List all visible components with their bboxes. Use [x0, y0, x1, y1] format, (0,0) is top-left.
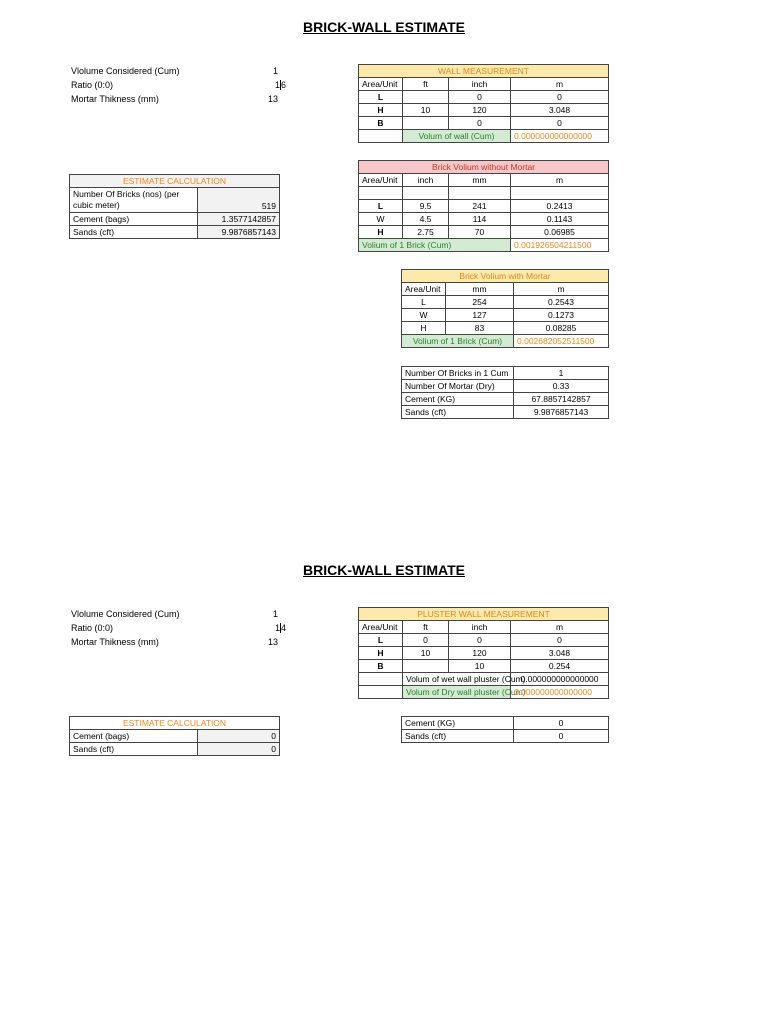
cell: 0 — [198, 730, 280, 743]
params-2 — [71, 608, 286, 650]
cell: H — [359, 226, 403, 239]
summary-table-2 — [401, 716, 609, 743]
col-header: m — [511, 621, 609, 634]
table-row — [402, 322, 609, 335]
cell: 0.1143 — [511, 213, 609, 226]
cell: B — [359, 660, 403, 673]
pluster-measurement-header: PLUSTER WALL MEASUREMENT — [359, 608, 609, 621]
table-row — [70, 188, 280, 213]
table-row — [402, 730, 609, 743]
cell: 67.8857142857 — [514, 393, 609, 406]
cell: L — [359, 634, 403, 647]
estimate-table-1 — [69, 174, 280, 239]
col-header: m — [511, 78, 609, 91]
cell: Cement (bags) — [70, 730, 198, 743]
table-row — [359, 213, 609, 226]
cell[interactable]: 120 — [449, 647, 511, 660]
table-row — [359, 660, 609, 673]
col-header: m — [514, 283, 609, 296]
table-row — [70, 226, 280, 239]
brick-no-mortar-header: Brick Volium without Mortar — [359, 161, 609, 174]
cell: 0.1273 — [514, 309, 609, 322]
cell: 0.06985 — [511, 226, 609, 239]
brick-mortar-volume-value: 0.002682052511500 — [514, 335, 609, 348]
col-header: Area/Unit — [402, 283, 446, 296]
wall-measurement-table — [358, 64, 609, 143]
col-header: inch — [449, 621, 511, 634]
ratio-a: 1 — [274, 623, 280, 633]
brick-mortar-header: Brick Volium with Mortar — [402, 270, 609, 283]
cell[interactable] — [403, 660, 449, 673]
table-row — [359, 634, 609, 647]
col-header: mm — [449, 174, 511, 187]
param-label-ratio: Ratio (0:0) — [71, 80, 114, 90]
param-value-volume[interactable]: 1 — [272, 66, 278, 76]
cell: 0.254 — [511, 660, 609, 673]
cell: Sands (cft) — [402, 406, 514, 419]
table-row — [70, 730, 280, 743]
cell: H — [402, 322, 446, 335]
cell[interactable]: 120 — [449, 104, 511, 117]
param-value-volume[interactable]: 1 — [272, 609, 278, 619]
cell[interactable]: 0 — [403, 634, 449, 647]
brick-volume-value: 0.001926504211500 — [511, 239, 609, 252]
table-row — [359, 647, 609, 660]
param-label-mortar: Mortar Thikness (mm) — [71, 94, 159, 104]
table-row — [359, 226, 609, 239]
estimate-header-2: ESTIMATE CALCULATION — [70, 717, 280, 730]
col-header: Area/Unit — [359, 78, 403, 91]
table-row — [359, 91, 609, 104]
ratio-b: 6 — [280, 80, 286, 90]
cell: Number Of Bricks in 1 Cum — [402, 367, 514, 380]
params-1 — [71, 65, 286, 107]
ratio-b: 4 — [280, 623, 286, 633]
col-header: m — [511, 174, 609, 187]
table-row — [402, 406, 609, 419]
table-row — [402, 309, 609, 322]
param-value-ratio[interactable] — [275, 79, 286, 92]
brick-mortar-volume-label: Volium of 1 Brick (Cum) — [402, 335, 514, 348]
estimate-header-1: ESTIMATE CALCULATION — [70, 175, 280, 188]
cell: Cement (KG) — [402, 393, 514, 406]
brick-volume-label: Volium of 1 Brick (Cum) — [359, 239, 511, 252]
wall-volume-value: 0.000000000000000 — [511, 130, 609, 143]
col-header: ft — [403, 621, 449, 634]
cell: 70 — [449, 226, 511, 239]
table-row — [402, 393, 609, 406]
table-row — [402, 380, 609, 393]
cell: Sands (cft) — [402, 730, 514, 743]
cell[interactable]: 9.5 — [403, 200, 449, 213]
cell: 0 — [198, 743, 280, 756]
cell: 0 — [511, 117, 609, 130]
wet-pluster-value: 0.000000000000000 — [511, 673, 609, 686]
cell: L — [359, 91, 403, 104]
cell[interactable]: 10 — [449, 660, 511, 673]
cell: 0 — [514, 730, 609, 743]
cell: W — [402, 309, 446, 322]
param-label-volume: Vlolume Considered (Cum) — [71, 609, 180, 619]
cell[interactable]: 0 — [449, 91, 511, 104]
cell: H — [359, 104, 403, 117]
col-header: inch — [403, 174, 449, 187]
param-label-ratio: Ratio (0:0) — [71, 623, 114, 633]
cell[interactable] — [403, 91, 449, 104]
dry-pluster-label: Volum of Dry wall pluster (Cum) — [403, 686, 511, 699]
cell: Number Of Mortar (Dry) — [402, 380, 514, 393]
dry-pluster-value: 0.000000000000000 — [511, 686, 609, 699]
cell: 241 — [449, 200, 511, 213]
cell: 0 — [514, 717, 609, 730]
wall-volume-label: Volum of wall (Cum) — [403, 130, 511, 143]
col-header: Area/Unit — [359, 174, 403, 187]
param-value-ratio[interactable] — [275, 622, 286, 635]
col-header: mm — [446, 283, 514, 296]
col-header: Area/Unit — [359, 621, 403, 634]
summary-table-1 — [401, 366, 609, 419]
cell: H — [359, 647, 403, 660]
cell[interactable]: 0 — [449, 117, 511, 130]
cell[interactable]: 0 — [449, 634, 511, 647]
brick-mortar-table — [401, 269, 609, 348]
table-row — [359, 104, 609, 117]
cell: 1.3577142857 — [198, 213, 280, 226]
cell: B — [359, 117, 403, 130]
ratio-a: 1 — [274, 80, 280, 90]
cell[interactable]: 10 — [403, 647, 449, 660]
cell: 114 — [449, 213, 511, 226]
cell: 9.9876857143 — [198, 226, 280, 239]
cell: 254 — [446, 296, 514, 309]
col-header: inch — [449, 78, 511, 91]
cell[interactable]: 2.75 — [403, 226, 449, 239]
col-header: ft — [403, 78, 449, 91]
cell: 3.048 — [511, 104, 609, 117]
param-label-volume: Vlolume Considered (Cum) — [71, 66, 180, 76]
cell: W — [359, 213, 403, 226]
table-row — [402, 367, 609, 380]
table-row — [359, 117, 609, 130]
cell: 519 — [198, 188, 280, 213]
page-title-1: BRICK-WALL ESTIMATE — [302, 19, 466, 35]
cell: 9.9876857143 — [514, 406, 609, 419]
cell: Cement (bags) — [70, 213, 198, 226]
brick-no-mortar-table — [358, 160, 609, 252]
cell: 0.2413 — [511, 200, 609, 213]
cell[interactable]: 10 — [403, 104, 449, 117]
cell: 83 — [446, 322, 514, 335]
param-value-mortar[interactable]: 13 — [267, 94, 278, 104]
cell: 0 — [511, 634, 609, 647]
cell: 0 — [511, 91, 609, 104]
cell: L — [402, 296, 446, 309]
table-row — [70, 213, 280, 226]
estimate-table-2 — [69, 716, 280, 756]
page-title-2: BRICK-WALL ESTIMATE — [302, 562, 466, 578]
cell: 0.33 — [514, 380, 609, 393]
table-row — [402, 296, 609, 309]
cell: L — [359, 200, 403, 213]
pluster-measurement-table — [358, 607, 609, 699]
table-row — [70, 743, 280, 756]
cell: 3.048 — [511, 647, 609, 660]
cell: 0.2543 — [514, 296, 609, 309]
param-value-mortar[interactable]: 13 — [267, 637, 278, 647]
cell: Cement (KG) — [402, 717, 514, 730]
param-label-mortar: Mortar Thikness (mm) — [71, 637, 159, 647]
cell: Sands (cft) — [70, 743, 198, 756]
table-row — [402, 717, 609, 730]
cell: Sands (cft) — [70, 226, 198, 239]
wet-pluster-label: Volum of wet wall pluster (Cum) — [403, 673, 511, 686]
cell: 1 — [514, 367, 609, 380]
cell: 0.08285 — [514, 322, 609, 335]
table-row — [359, 200, 609, 213]
cell: Number Of Bricks (nos) (per cubic meter) — [70, 188, 198, 213]
cell[interactable] — [403, 117, 449, 130]
wall-measurement-header: WALL MEASUREMENT — [359, 65, 609, 78]
cell: 127 — [446, 309, 514, 322]
cell[interactable]: 4.5 — [403, 213, 449, 226]
